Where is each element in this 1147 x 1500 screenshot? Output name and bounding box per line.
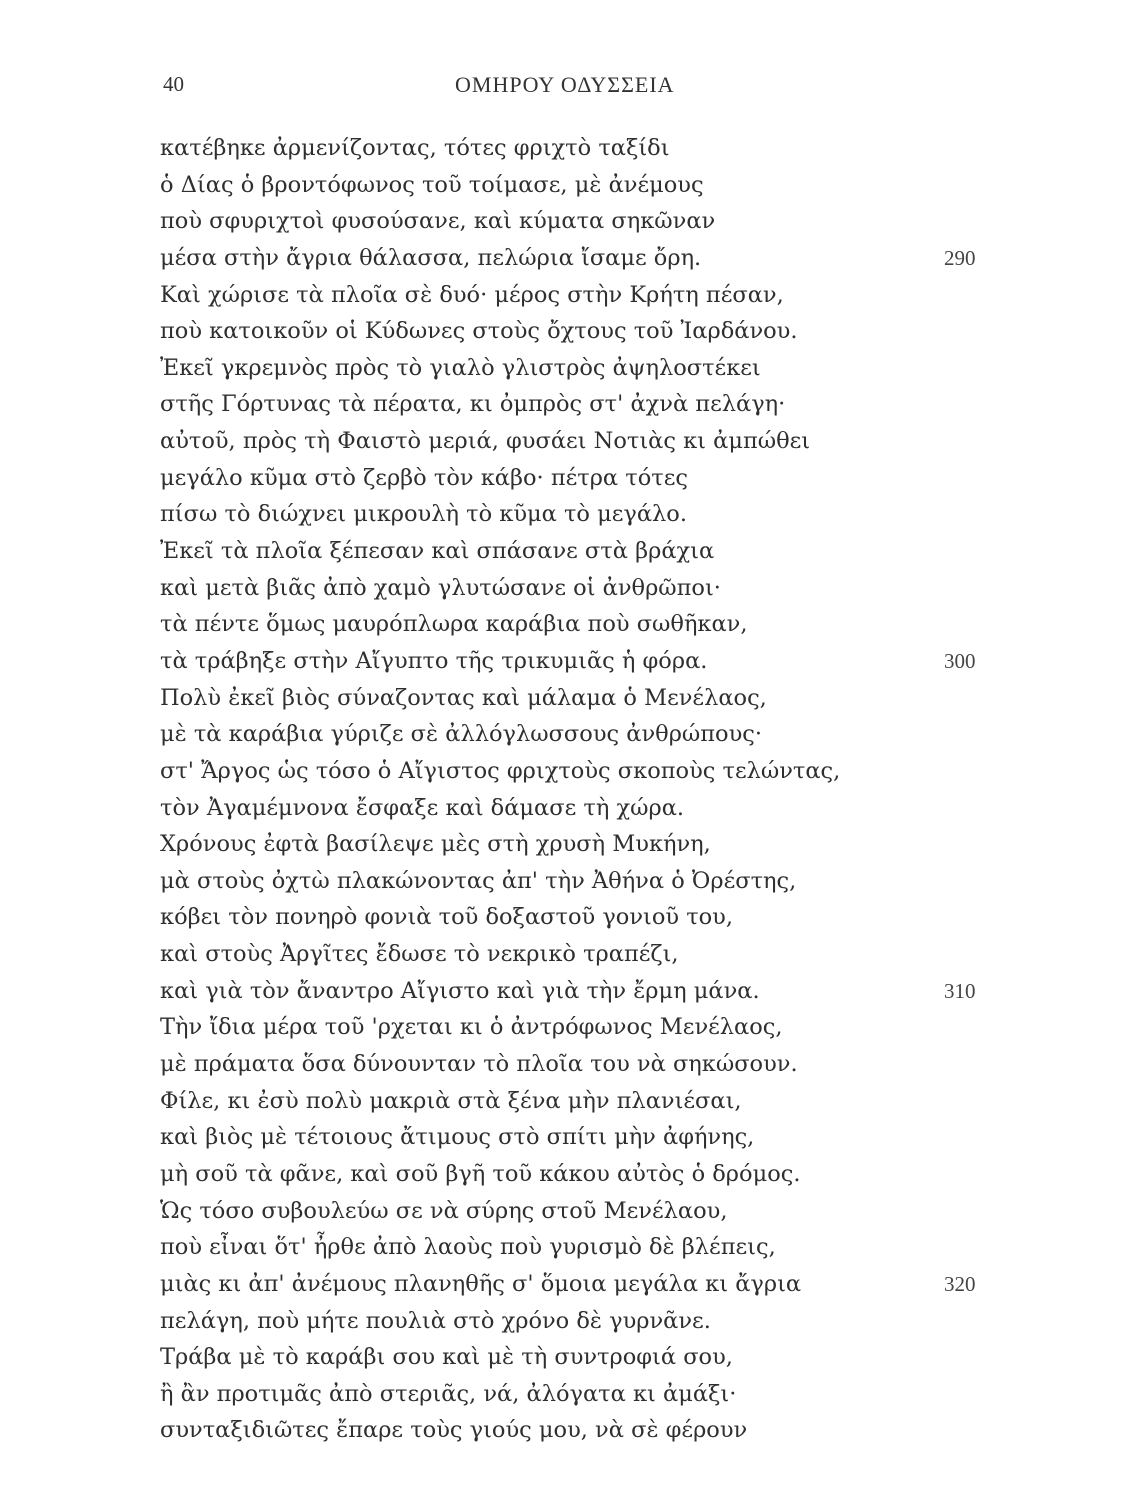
verse-text: τὰ πέντε ὅμως μαυρόπλωρα καράβια ποὺ σωθῆκαν, [160,611,748,638]
line-number: 300 [944,648,976,673]
verse-text: μεγάλο κῦμα στὸ ζερβὸ τὸν κάβο· πέτρα τότες [160,464,688,491]
verse-text: μὴ σοῦ τὰ φᾶνε, καὶ σοῦ βγῆ τοῦ κάκου αὐτὸς ὁ δρόμος. [160,1160,801,1187]
page-number: 40 [163,72,184,96]
verse-line [0,1046,1147,1083]
verse-line [0,533,1147,570]
verse-text: Ἐκεῖ γκρεμνὸς πρὸς τὸ γιαλὸ γλιστρὸς ἀψηλοστέκει [160,354,761,381]
verse-text: καὶ μετὰ βιᾶς ἀπὸ χαμὸ γλυτώσανε οἱ ἀνθρῶποι· [160,574,721,601]
verse-line [0,899,1147,936]
verse-text: μέσα στὴν ἄγρια θάλασσα, πελώρια ἴσαμε ὄρη. [160,244,702,271]
page-header [0,72,1147,108]
running-title: ΟΜΗΡΟΥ ΟΔΥΣΣΕΙΑ [455,72,675,97]
verse-text: ἢ ἂν προτιμᾶς ἀπὸ στεριᾶς, νά, ἀλόγατα κι ἀμάξι· [160,1380,737,1407]
verse-line [0,826,1147,863]
verse-text: Τράβα μὲ τὸ καράβι σου καὶ μὲ τὴ συντροφιά σου, [160,1344,733,1371]
verse-line [0,680,1147,717]
verse-line [0,1339,1147,1376]
verse-text: ποὺ κατοικοῦν οἱ Κύδωνες στοὺς ὄχτους τοῦ Ἰαρδάνου. [160,318,798,345]
verse-text: ποὺ εἶναι ὅτ' ἦρθε ἀπὸ λαοὺς ποὺ γυρισμὸ δὲ βλέπεις, [160,1234,776,1261]
verse-text: Τὴν ἴδια μέρα τοῦ 'ρχεται κι ὁ ἀντρόφωνος Μενέλαος, [160,1014,783,1041]
verse-line [0,863,1147,900]
verse-line [0,973,1147,1010]
verse-text: στ' Ἄργος ὡς τόσο ὁ Αἴγιστος φριχτοὺς σκοποὺς τελώντας, [160,757,841,784]
verse-text: Χρόνους ἐφτὰ βασίλεψε μὲς στὴ χρυσὴ Μυκήνη, [160,831,711,858]
verse-line [0,1083,1147,1120]
line-number: 290 [944,245,976,270]
verse-text: καὶ γιὰ τὸν ἄναντρο Αἴγιστο καὶ γιὰ τὴν ἔρμη μάνα. [160,977,760,1004]
verse-text: μιὰς κι ἀπ' ἀνέμους πλανηθῆς σ' ὅμοια μεγάλα κι ἄγρια [160,1270,802,1297]
verse-line [0,1156,1147,1193]
verse-line [0,790,1147,827]
verse-text: συνταξιδιῶτες ἔπαρε τοὺς γιούς μου, νὰ σὲ φέρουν [160,1417,748,1444]
verse-line [0,203,1147,240]
verse-text: Φίλε, κι ἐσὺ πολὺ μακριὰ στὰ ξένα μὴν πλανιέσαι, [160,1087,742,1114]
verse-line [0,460,1147,497]
verse-line [0,936,1147,973]
line-number: 310 [944,978,976,1003]
verse-line [0,240,1147,277]
verse-line [0,313,1147,350]
verse-text: Ἐκεῖ τὰ πλοῖα ξέπεσαν καὶ σπάσανε στὰ βράχια [160,538,715,565]
verse-text: ὁ Δίας ὁ βροντόφωνος τοῦ τοίμασε, μὲ ἀνέμους [160,171,704,198]
verse-text: Πολὺ ἐκεῖ βιὸς σύναζοντας καὶ μάλαμα ὁ Μενέλαος, [160,684,767,711]
verse-text: τὸν Ἀγαμέμνονα ἔσφαξε καὶ δάμασε τὴ χώρα. [160,794,685,821]
verse-line [0,1412,1147,1449]
verse-line [0,386,1147,423]
verse-line [0,277,1147,314]
verse-text: στῆς Γόρτυνας τὰ πέρατα, κι ὀμπρὸς στ' ἀχνὰ πελάγη· [160,391,786,418]
verse-line [0,423,1147,460]
verse-text: μὲ τὰ καράβια γύριζε σὲ ἀλλόγλωσσους ἀνθρώπους· [160,721,763,748]
verse-text: αὐτοῦ, πρὸς τὴ Φαιστὸ μεριά, φυσάει Νοτιὰς κι ἀμπώθει [160,428,811,455]
verse-line [0,496,1147,533]
verse-line [0,606,1147,643]
line-number: 320 [944,1271,976,1296]
verse-text: τὰ τράβηξε στὴν Αἴγυπτο τῆς τρικυμιᾶς ἡ φόρα. [160,647,708,674]
verse-line [0,130,1147,167]
verse-line [0,1303,1147,1340]
verse-line [0,716,1147,753]
verse-line [0,753,1147,790]
verse-text: ποὺ σφυριχτοὶ φυσούσανε, καὶ κύματα σηκῶναν [160,208,716,235]
verse-line [0,167,1147,204]
verse-text: κατέβηκε ἀρμενίζοντας, τότες φριχτὸ ταξίδι [160,135,670,161]
verse-line [0,1376,1147,1413]
verse-text: Ὡς τόσο συβουλεύω σε νὰ σύρης στοῦ Μενέλαου, [160,1197,728,1224]
verse-text: καὶ στοὺς Ἀργῖτες ἔδωσε τὸ νεκρικὸ τραπέζι, [160,941,679,968]
verse-text: καὶ βιὸς μὲ τέτοιους ἄτιμους στὸ σπίτι μὴν ἀφήνης, [160,1124,755,1151]
verse-line [0,1229,1147,1266]
verse-block [0,130,1147,1449]
verse-text: πίσω τὸ διώχνει μικρουλὴ τὸ κῦμα τὸ μεγάλο. [160,501,688,528]
verse-line [0,643,1147,680]
verse-text: μὲ πράματα ὅσα δύνουνταν τὸ πλοῖα του νὰ σηκώσουν. [160,1051,798,1078]
verse-text: Καὶ χώρισε τὰ πλοῖα σὲ δυό· μέρος στὴν Κρήτη πέσαν, [160,281,784,308]
verse-line [0,1009,1147,1046]
verse-line [0,350,1147,387]
verse-text: μὰ στοὺς ὀχτὼ πλακώνοντας ἀπ' τὴν Ἀθήνα ὁ Ὀρέστης, [160,867,797,894]
verse-text: πελάγη, ποὺ μήτε πουλιὰ στὸ χρόνο δὲ γυρνᾶνε. [160,1307,711,1334]
verse-line [0,570,1147,607]
verse-line [0,1266,1147,1303]
verse-line [0,1119,1147,1156]
verse-line [0,1193,1147,1230]
verse-text: κόβει τὸν πονηρὸ φονιὰ τοῦ δοξαστοῦ γονιοῦ του, [160,904,734,931]
